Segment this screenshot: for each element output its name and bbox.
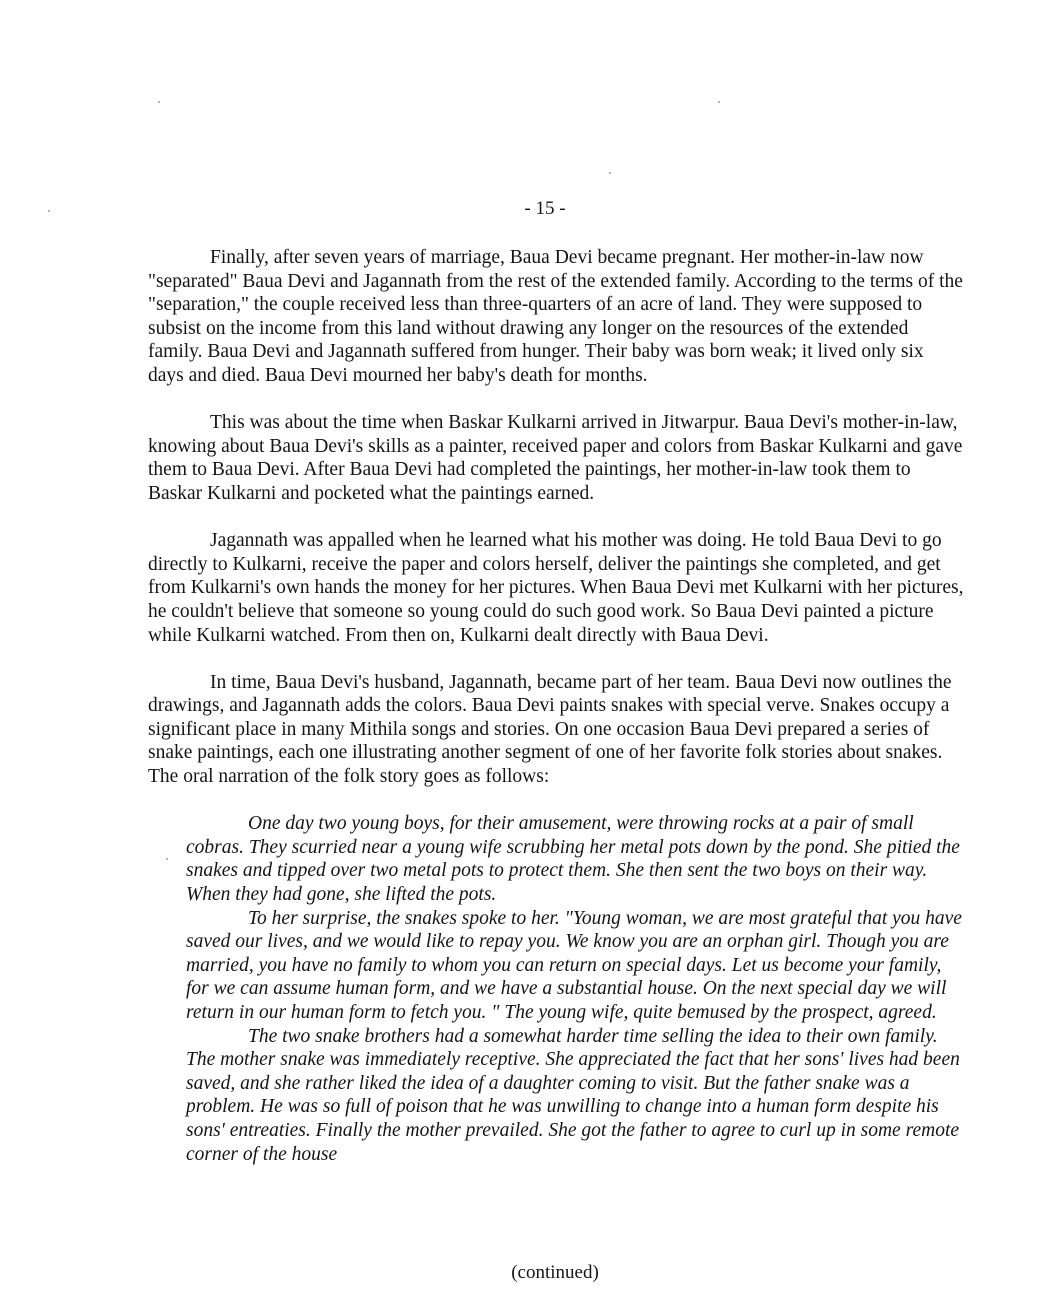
continued-note: (continued)	[511, 1262, 599, 1283]
page-number: - 15 -	[524, 198, 566, 219]
document-body	[148, 246, 964, 1166]
paragraph: Finally, after seven years of marriage, Baua Devi became pregnant. Her mother-in-law now "separated" Baua Devi and Jagannath from the rest of the extended family. According to the terms of the "separation," the couple received less than three-quarters of an acre of land. They were supposed to subsist on the income from this land without drawing any longer on the resources of the extended family. Baua Devi and Jagannath suffered from hunger. Their baby was born weak; it lived only six days and died. Baua Devi mourned her baby's death for months.	[148, 247, 963, 386]
scan-speck	[718, 101, 720, 103]
paragraph: This was about the time when Baskar Kulkarni arrived in Jitwarpur. Baua Devi's mother-in-law, knowing about Baua Devi's skills as a painter, received paper and colors from Baskar Kulkarni and gave them to Baua Devi. After Baua Devi had completed the paintings, her mother-in-law took them to Baskar Kulkarni and pocketed what the paintings earned.	[148, 412, 963, 504]
paragraph: Jagannath was appalled when he learned what his mother was doing. He told Baua Devi to go directly to Kulkarni, receive the paper and colors herself, deliver the paintings she completed, and get from Kulkarni's own hands the money for her pictures. When Baua Devi met Kulkarni with her pictures, he couldn't believe that someone so young could do such good work. So Baua Devi painted a picture while Kulkarni watched. From then on, Kulkarni dealt directly with Baua Devi.	[148, 530, 964, 646]
folk-story-block	[186, 812, 964, 1166]
story-paragraph: To her surprise, the snakes spoke to her. "Young woman, we are most grateful that you have saved our lives, and we would like to repay you. We know you are an orphan girl. Though you are married, you have no family to whom you can return on special days. Let us become your family, for we can assume human form, and we have a substantial house. On the next special day we will return in our human form to fetch you. " The young wife, quite bemused by the prospect, agreed.	[186, 907, 962, 1023]
story-paragraph: The two snake brothers had a somewhat harder time selling the idea to their own family. The mother snake was immediately receptive. She appreciated the fact that her sons' lives had been saved, and she rather liked the idea of a daughter coming to visit. But the father snake was a problem. He was so full of poison that he was unwilling to change into a human form despite his sons' entreaties. Finally the mother prevailed. She got the father to agree to curl up in some remote corner of the house	[186, 1025, 960, 1165]
paragraph: In time, Baua Devi's husband, Jagannath, became part of her team. Baua Devi now outlines the drawings, and Jagannath adds the colors. Baua Devi paints snakes with special verve. Snakes occupy a significant place in many Mithila songs and stories. On one occasion Baua Devi prepared a series of snake paintings, each one illustrating another segment of one of her favorite folk stories about snakes. The oral narration of the folk story goes as follows:	[148, 671, 952, 788]
story-paragraph: One day two young boys, for their amusement, were throwing rocks at a pair of small cobras. They scurried near a young wife scrubbing her metal pots down by the pond. She pitied the snakes and tipped over two metal pots to protect them. She then sent the two boys on their way. When they had gone, she lifted the pots.	[186, 813, 960, 906]
scan-speck	[609, 172, 611, 174]
scan-speck	[158, 101, 160, 103]
